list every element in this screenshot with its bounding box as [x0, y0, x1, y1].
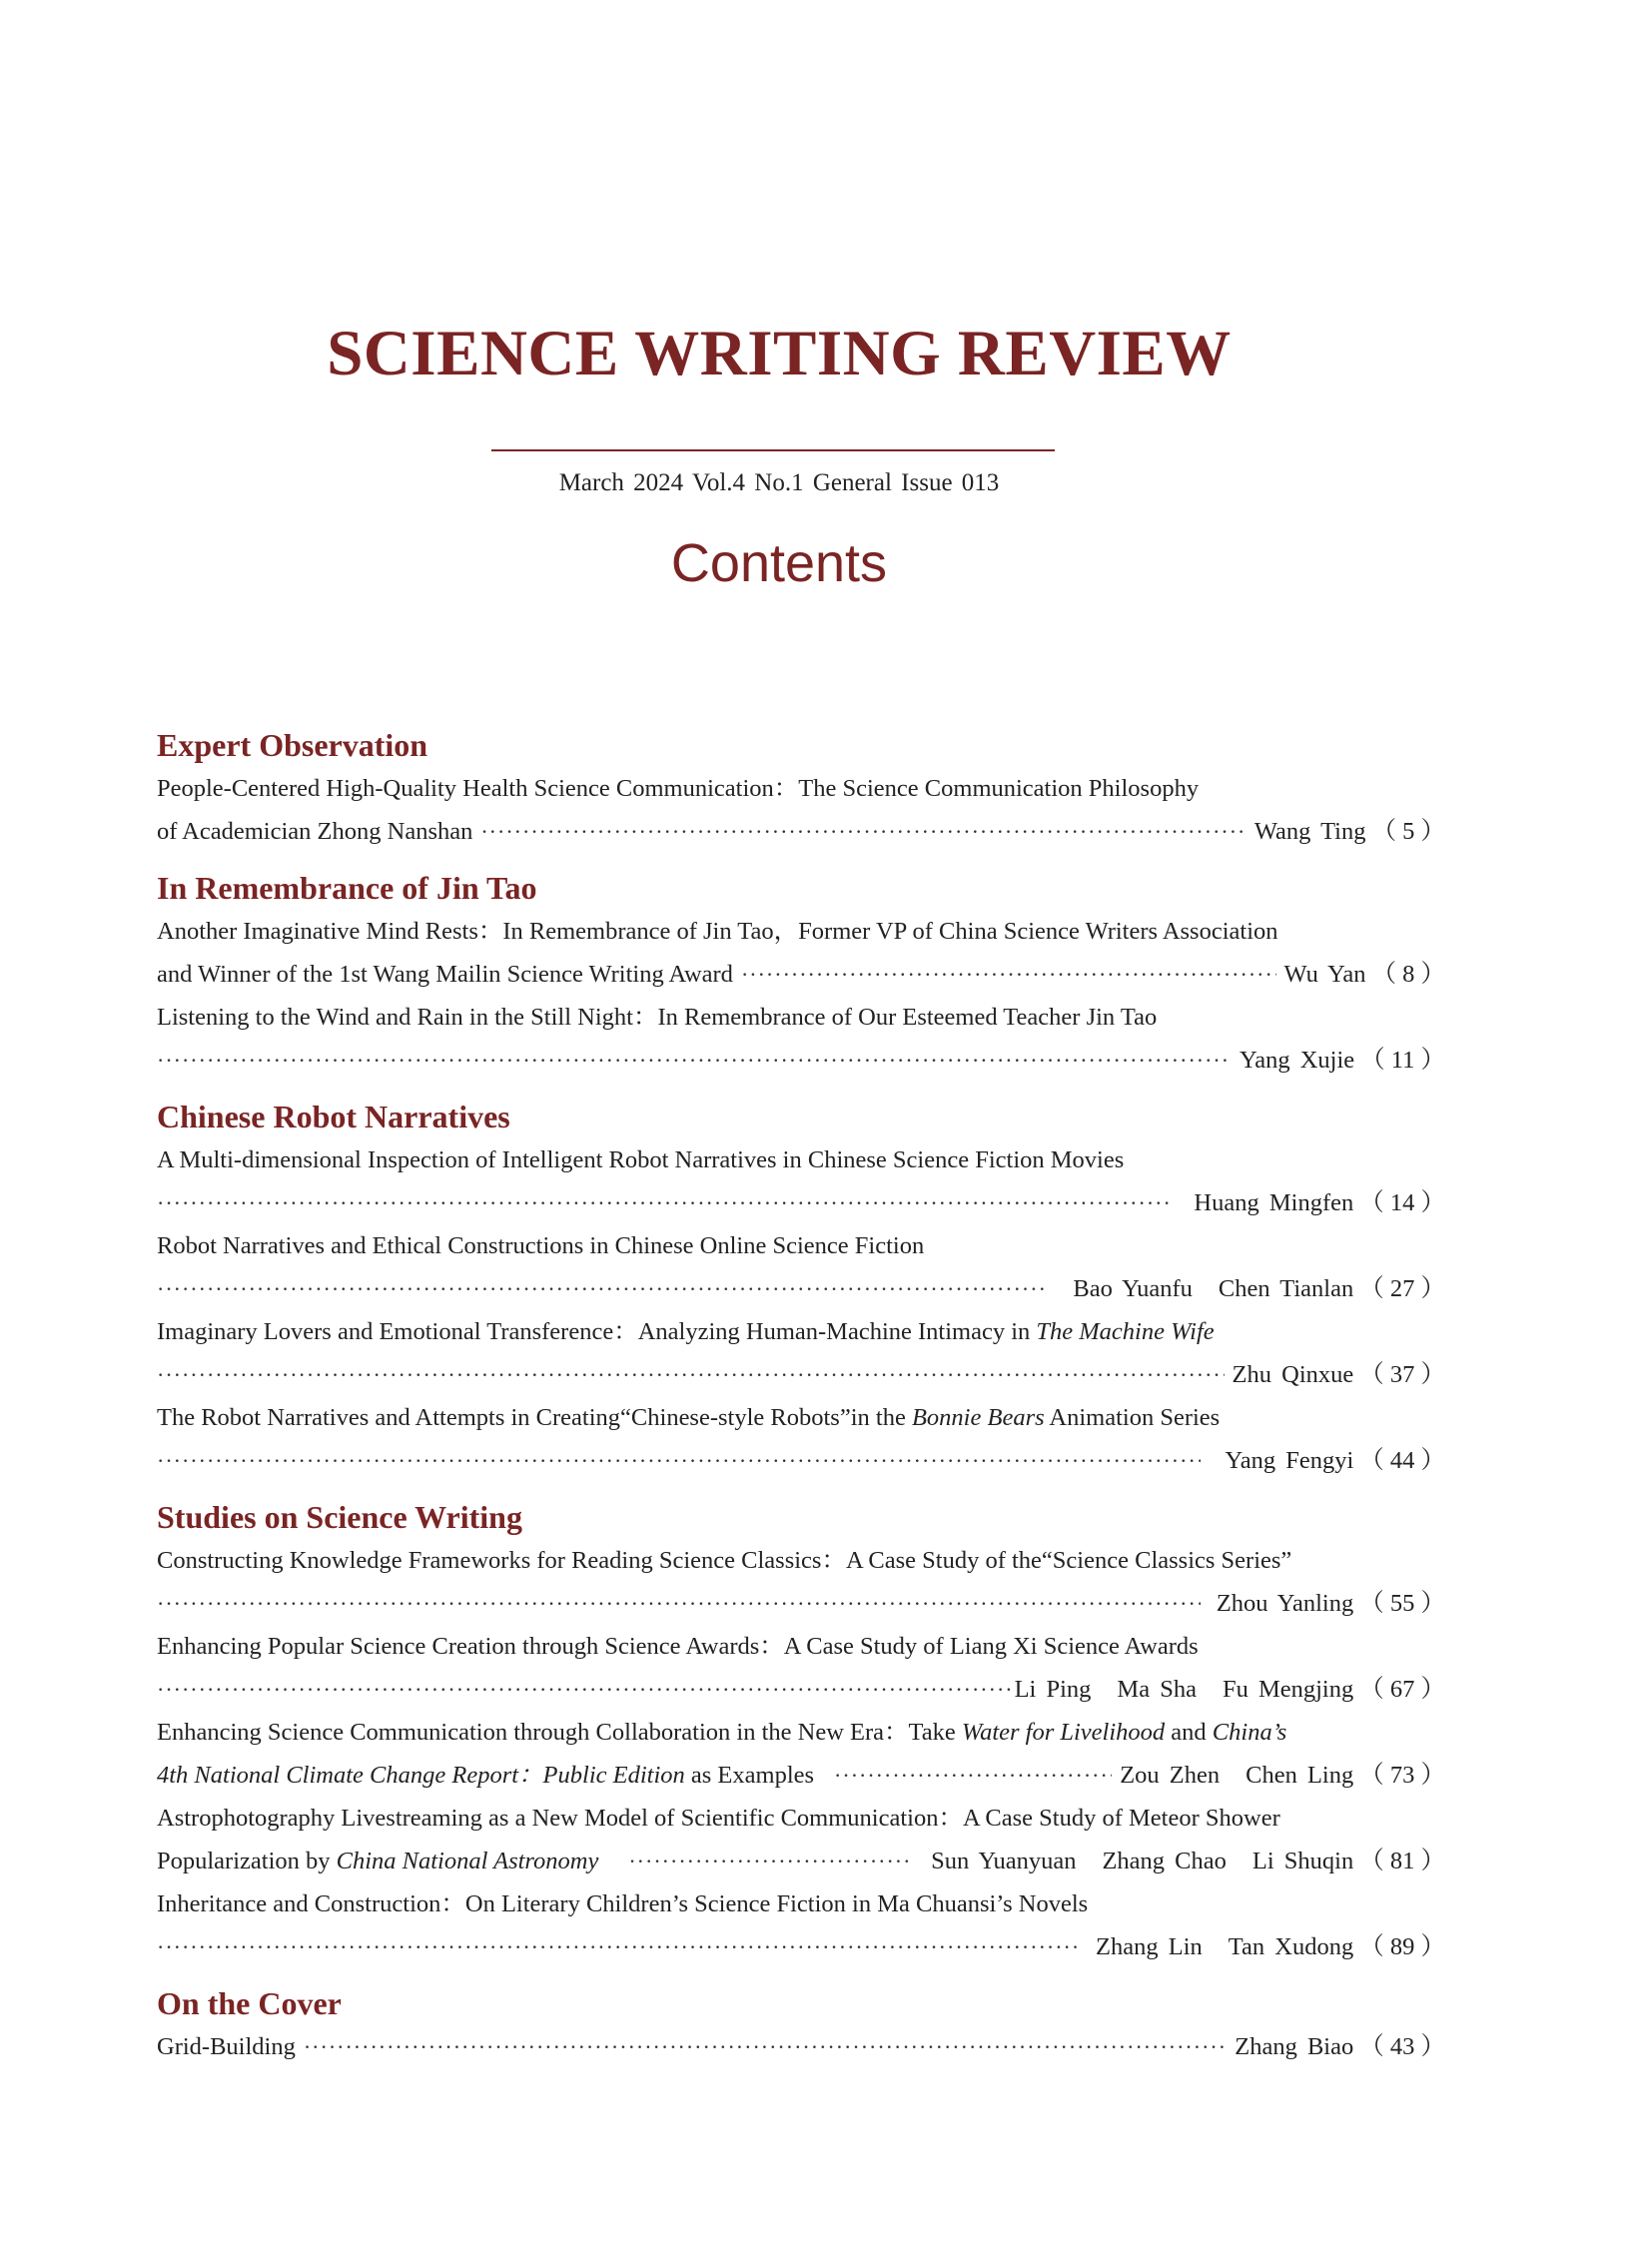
- article-title-line[interactable]: [157, 1224, 1445, 1267]
- author: Bao Yuanfu: [1073, 1275, 1193, 1302]
- article-authors: [1235, 2025, 1353, 2068]
- author: Wang Ting: [1253, 818, 1366, 845]
- article-title-line[interactable]: [157, 1396, 1445, 1439]
- article-authors: [1254, 810, 1366, 853]
- title-part: as Examples: [684, 1762, 815, 1789]
- article-title-line[interactable]: [157, 910, 1445, 953]
- author: Zhang Lin: [1096, 1933, 1203, 1960]
- author: Yang Fengyi: [1225, 1447, 1354, 1474]
- author: Fu Mengjing: [1222, 1676, 1354, 1703]
- article-title-line[interactable]: [157, 1310, 1445, 1353]
- page-number: （ 55 ）: [1359, 1590, 1445, 1617]
- article-entry-line[interactable]: [157, 2025, 1445, 2068]
- leader-dots: [157, 1039, 1232, 1082]
- leader-dots: [157, 1668, 1013, 1711]
- author: Huang Mingfen: [1194, 1189, 1354, 1216]
- article-title: [157, 1396, 1220, 1439]
- page-number: （ 81 ）: [1359, 1848, 1445, 1874]
- article-authors: [1239, 1039, 1354, 1082]
- title-italic: China National Astronomy: [336, 1848, 599, 1874]
- article-entry-line[interactable]: [157, 1754, 1445, 1797]
- issue-line: March 2024 Vol.4 No.1 General Issue 013: [558, 469, 1000, 496]
- section-title: In Remembrance of Jin Tao: [157, 870, 537, 906]
- article-authors: [1015, 1668, 1354, 1711]
- article-entry-line[interactable]: [157, 1039, 1445, 1082]
- author: Sun Yuanyuan: [931, 1848, 1077, 1874]
- leader-dots: [157, 1353, 1225, 1396]
- article-entry-line[interactable]: [157, 1267, 1445, 1310]
- article-title-cont: [157, 1754, 814, 1797]
- article-title: Astrophotography Livestreaming as a New Model of Scientific Communication：A Case Study of Meteor Shower: [157, 1805, 1280, 1832]
- author: Li Ping: [1014, 1676, 1092, 1703]
- article-authors: [1284, 953, 1366, 996]
- article-title: Grid-Building: [157, 2033, 296, 2060]
- leader-dots: [157, 1181, 1170, 1224]
- toc-section-robot-narratives: [157, 1095, 1445, 1482]
- journal-title: SCIENCE WRITING REVIEW: [327, 318, 1232, 389]
- page-number: （ 67 ）: [1359, 1676, 1445, 1703]
- title-italic: China’s: [1212, 1719, 1287, 1746]
- toc-section-expert-observation: [157, 723, 1445, 853]
- leader-dots: [157, 1267, 1049, 1310]
- article-title-line[interactable]: [157, 1625, 1445, 1668]
- author: Li Shuqin: [1251, 1848, 1354, 1874]
- leader-dots: [157, 1925, 1080, 1968]
- leader-dots: [157, 1582, 1201, 1625]
- article-title: [157, 1711, 1286, 1754]
- author: Chen Tianlan: [1218, 1275, 1354, 1302]
- leader-dots: [741, 953, 1276, 996]
- section-title: On the Cover: [157, 1985, 342, 2021]
- title-part: Animation Series: [1044, 1404, 1221, 1431]
- title-italic: Bonnie Bears: [911, 1404, 1045, 1431]
- article-title: Another Imaginative Mind Rests：In Remembrance of Jin Tao，Former VP of China Science Writers Association: [157, 918, 1278, 945]
- title-part: The Robot Narratives and Attempts in Creating“Chinese-style Robots”in the: [157, 1404, 912, 1431]
- author: Zhu Qinxue: [1232, 1361, 1354, 1388]
- article-entry-line[interactable]: [157, 810, 1445, 853]
- title-part: Popularization by: [157, 1848, 337, 1874]
- toc-section-on-the-cover: [157, 1981, 1445, 2068]
- author: Zhou Yanling: [1216, 1590, 1354, 1617]
- page-number: （ 5 ）: [1371, 818, 1445, 845]
- article-entry-line[interactable]: [157, 1353, 1445, 1396]
- leader-dots: [834, 1754, 1112, 1797]
- section-title: Expert Observation: [157, 727, 428, 763]
- article-title-line[interactable]: [157, 1138, 1445, 1181]
- title-italic: The Machine Wife: [1036, 1318, 1215, 1345]
- article-entry-line[interactable]: [157, 1925, 1445, 1968]
- author: Zhang Chao: [1102, 1848, 1227, 1874]
- article-authors: [1194, 1181, 1353, 1224]
- leader-dots: [304, 2025, 1227, 2068]
- article-authors: [1073, 1267, 1353, 1310]
- page-number: （ 37 ）: [1359, 1361, 1445, 1388]
- article-title-line[interactable]: [157, 1797, 1445, 1840]
- author: Chen Ling: [1245, 1762, 1354, 1789]
- article-title: People-Centered High-Quality Health Science Communication：The Science Communication Philosophy: [157, 775, 1200, 802]
- author: Yang Xujie: [1239, 1047, 1355, 1074]
- leader-dots: [157, 1439, 1201, 1482]
- article-entry-line[interactable]: [157, 1582, 1445, 1625]
- article-title-line[interactable]: [157, 767, 1445, 810]
- article-authors: [1233, 1353, 1354, 1396]
- article-title: Listening to the Wind and Rain in the Still Night：In Remembrance of Our Esteemed Teacher Jin Tao: [157, 1004, 1158, 1031]
- article-title: [157, 1310, 1215, 1353]
- author: Zhang Biao: [1235, 2033, 1354, 2060]
- title-part: Imaginary Lovers and Emotional Transference：Analyzing Human-Machine Intimacy in: [157, 1318, 1037, 1345]
- page-number: （ 11 ）: [1360, 1047, 1445, 1074]
- article-title: A Multi-dimensional Inspection of Intelligent Robot Narratives in Chinese Science Fiction Movies: [157, 1146, 1125, 1173]
- article-authors: [931, 1840, 1353, 1882]
- page-number: （ 44 ）: [1359, 1447, 1445, 1474]
- page-number: （ 43 ）: [1359, 2033, 1445, 2060]
- page-number: （ 27 ）: [1359, 1275, 1445, 1302]
- section-title: Chinese Robot Narratives: [157, 1099, 510, 1134]
- article-title: Constructing Knowledge Frameworks for Reading Science Classics：A Case Study of the“Science Classics Series”: [157, 1547, 1292, 1574]
- article-authors: [1120, 1754, 1353, 1797]
- article-authors: [1096, 1925, 1353, 1968]
- author: Tan Xudong: [1228, 1933, 1354, 1960]
- article-entry-line[interactable]: [157, 953, 1445, 996]
- article-entry-line[interactable]: [157, 1840, 1445, 1882]
- leader-dots: [628, 1840, 913, 1882]
- article-title-line[interactable]: [157, 1539, 1445, 1582]
- page-number: （ 73 ）: [1359, 1762, 1445, 1789]
- table-of-contents: [157, 723, 1445, 2068]
- article-title-line[interactable]: [157, 1882, 1445, 1925]
- section-title: Studies on Science Writing: [157, 1499, 522, 1535]
- article-title-cont: [157, 1840, 598, 1882]
- article-entry-line[interactable]: [157, 1668, 1445, 1711]
- toc-section-remembrance: [157, 866, 1445, 1082]
- toc-section-studies: [157, 1495, 1445, 1968]
- contents-heading: Contents: [670, 533, 888, 593]
- author: Ma Sha: [1117, 1676, 1197, 1703]
- article-authors: [1217, 1582, 1353, 1625]
- article-entry-line[interactable]: [157, 1439, 1445, 1482]
- article-title: Enhancing Popular Science Creation through Science Awards：A Case Study of Liang Xi Science Awards: [157, 1633, 1199, 1660]
- article-authors: [1225, 1439, 1353, 1482]
- title-italic: 4th National Climate Change Report：Public Edition: [157, 1762, 685, 1789]
- title-italic: Water for Livelihood: [961, 1719, 1166, 1746]
- title-part: Enhancing Science Communication through Collaboration in the New Era：Take: [157, 1719, 962, 1746]
- page-number: （ 14 ）: [1359, 1189, 1445, 1216]
- article-title: Robot Narratives and Ethical Constructions in Chinese Online Science Fiction: [157, 1232, 925, 1259]
- article-entry-line[interactable]: [157, 1181, 1445, 1224]
- article-title: Inheritance and Construction：On Literary Children’s Science Fiction in Ma Chuansi’s Novels: [157, 1890, 1089, 1917]
- title-part: and: [1165, 1719, 1213, 1746]
- title-rule: [491, 449, 1055, 451]
- article-title-line[interactable]: [157, 1711, 1445, 1754]
- author: Zou Zhen: [1120, 1762, 1221, 1789]
- author: Wu Yan: [1283, 961, 1366, 988]
- page-number: （ 8 ）: [1371, 961, 1445, 988]
- article-title-line[interactable]: [157, 996, 1445, 1039]
- article-title-cont: and Winner of the 1st Wang Mailin Science Writing Award: [157, 961, 733, 988]
- article-title-cont: of Academician Zhong Nanshan: [157, 818, 473, 845]
- page-number: （ 89 ）: [1359, 1933, 1445, 1960]
- leader-dots: [480, 810, 1246, 853]
